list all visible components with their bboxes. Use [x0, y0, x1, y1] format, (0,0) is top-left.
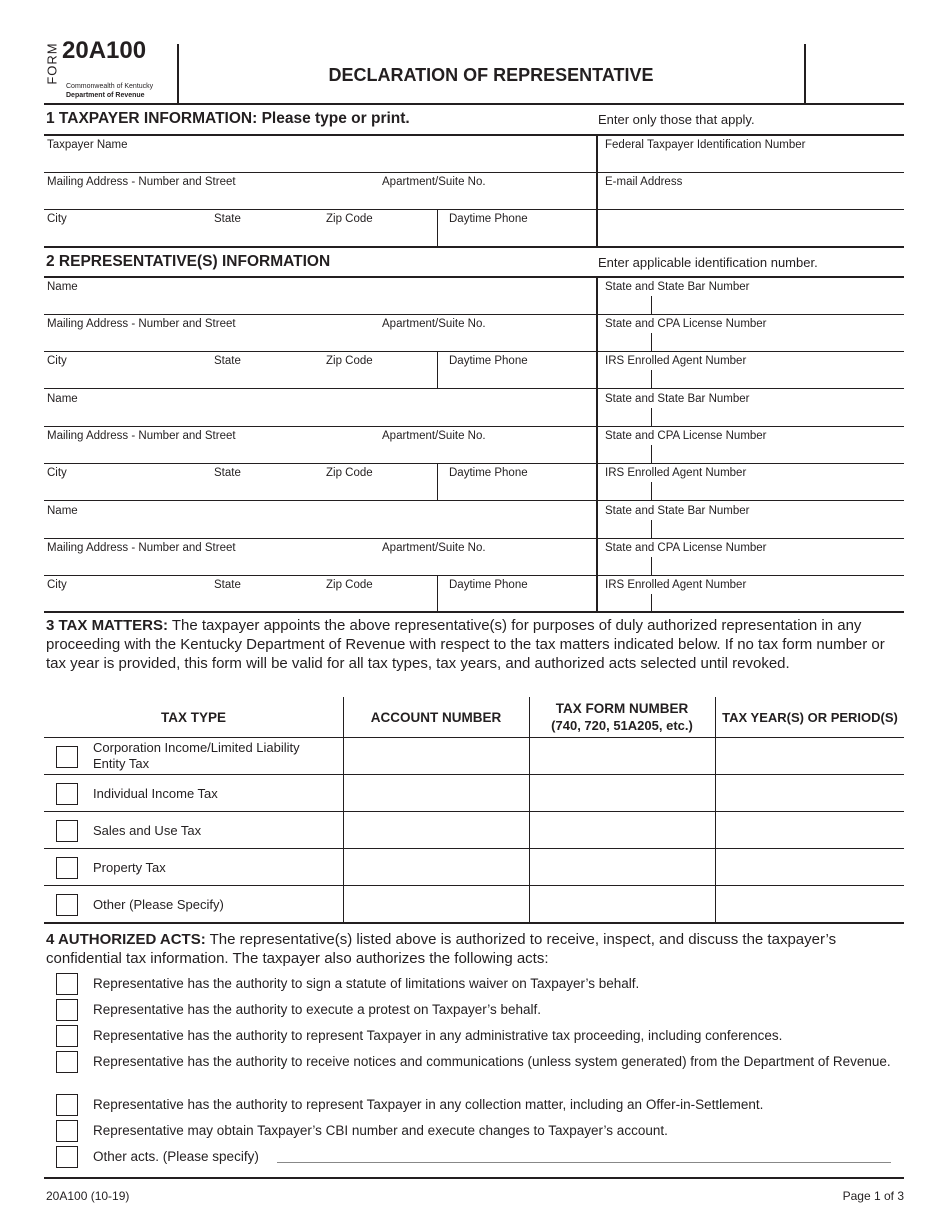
id-tick: [651, 296, 652, 314]
row-rule: [44, 209, 904, 210]
act-label: Representative has the authority to execute a protest on Taxpayer’s behalf.: [93, 1002, 542, 1017]
rep-apt-label: Apartment/Suite No.: [382, 542, 486, 554]
act-checkbox[interactable]: [56, 1120, 78, 1142]
rep-mailing-label: Mailing Address - Number and Street: [47, 318, 236, 330]
row-rule: [44, 351, 904, 352]
fein-label: Federal Taxpayer Identification Number: [605, 139, 806, 151]
act-checkbox[interactable]: [56, 1025, 78, 1047]
id-tick: [651, 482, 652, 500]
state-label: State: [214, 213, 241, 225]
phone-divider: [437, 209, 438, 246]
id-tick: [651, 370, 652, 388]
row-rule: [44, 314, 904, 315]
act-checkbox[interactable]: [56, 1094, 78, 1116]
table-row-rule: [44, 811, 904, 812]
mailing-label: Mailing Address - Number and Street: [47, 176, 236, 188]
col-account-number: ACCOUNT NUMBER: [370, 710, 502, 725]
rep-name-label: Name: [47, 393, 78, 405]
tax-type-checkbox[interactable]: [56, 820, 78, 842]
rep-zip-label: Zip Code: [326, 355, 373, 367]
cpa-number-label: State and CPA License Number: [605, 542, 767, 554]
col-tax-type: TAX TYPE: [160, 710, 226, 725]
bar-number-label: State and State Bar Number: [605, 393, 750, 405]
act-label: Representative has the authority to sign a statute of limitations waiver on Taxpayer’s behalf.: [93, 976, 640, 991]
act-label: Other acts. (Please specify): [93, 1149, 259, 1164]
id-tick: [651, 408, 652, 426]
footer-rule: [44, 1177, 904, 1179]
rep-phone-label: Daytime Phone: [449, 355, 528, 367]
bar-number-label: State and State Bar Number: [605, 281, 750, 293]
section2-title: 2 REPRESENTATIVE(S) INFORMATION: [46, 253, 331, 270]
other-acts-input-line[interactable]: [277, 1162, 891, 1163]
id-tick: [651, 520, 652, 538]
tax-type-checkbox[interactable]: [56, 894, 78, 916]
table-row-rule: [44, 774, 904, 775]
irs-number-label: IRS Enrolled Agent Number: [605, 467, 747, 479]
table-header-rule: [44, 737, 904, 738]
act-label: Representative has the authority to receive notices and communications (unless system generated) from the Department of Revenue.: [93, 1054, 891, 1069]
rep-phone-label: Daytime Phone: [449, 579, 528, 591]
section1-note: Enter only those that apply.: [598, 112, 755, 127]
col-tax-year: TAX YEAR(S) OR PERIOD(S): [722, 710, 898, 725]
table-bottom-rule: [44, 922, 904, 924]
tax-type-label: Individual Income Tax: [93, 786, 218, 801]
row-rule: [44, 463, 904, 464]
row-rule: [44, 575, 904, 576]
rep-city-label: City: [47, 467, 67, 479]
cpa-number-label: State and CPA License Number: [605, 318, 767, 330]
table-col-divider: [343, 697, 344, 923]
act-checkbox[interactable]: [56, 973, 78, 995]
row-rule: [44, 500, 904, 501]
cpa-number-label: State and CPA License Number: [605, 430, 767, 442]
section1-bottom-rule: [44, 246, 904, 248]
apt-label: Apartment/Suite No.: [382, 176, 486, 188]
rep-phone-label: Daytime Phone: [449, 467, 528, 479]
form-word: FORM: [44, 42, 60, 85]
rep-name-label: Name: [47, 505, 78, 517]
rep-mailing-label: Mailing Address - Number and Street: [47, 542, 236, 554]
phone-label: Daytime Phone: [449, 213, 528, 225]
act-checkbox[interactable]: [56, 1146, 78, 1168]
row-rule: [44, 388, 904, 389]
section4-text: The representative(s) listed above is authorized to receive, inspect, and discuss the taxpayer’s confidential tax information. The taxpayer also authorizes the following acts:: [46, 931, 837, 967]
bar-number-label: State and State Bar Number: [605, 505, 750, 517]
agency-line1: Commonwealth of Kentucky: [66, 83, 154, 90]
table-col-divider: [715, 697, 716, 923]
row-rule: [44, 538, 904, 539]
id-tick: [651, 557, 652, 575]
row-rule: [44, 172, 904, 173]
section3-paragraph: [46, 616, 906, 673]
tax-type-label: Corporation Income/Limited Liability Entity Tax: [93, 740, 300, 771]
irs-number-label: IRS Enrolled Agent Number: [605, 579, 747, 591]
section4-heading: 4 AUTHORIZED ACTS:: [46, 931, 206, 948]
footer-page-number: Page 1 of 3: [842, 1189, 904, 1203]
tax-type-checkbox[interactable]: [56, 783, 78, 805]
email-label: E-mail Address: [605, 176, 683, 188]
rep-city-label: City: [47, 355, 67, 367]
table-row-rule: [44, 848, 904, 849]
phone-divider: [437, 575, 438, 612]
form-number: 20A100: [62, 37, 147, 64]
header-bottom-rule: [44, 103, 904, 105]
tax-type-checkbox[interactable]: [56, 857, 78, 879]
rep-mailing-label: Mailing Address - Number and Street: [47, 430, 236, 442]
section1-title-rule: [44, 134, 904, 136]
rep-state-label: State: [214, 355, 241, 367]
tax-type-checkbox[interactable]: [56, 746, 78, 768]
section3-heading: 3 TAX MATTERS:: [46, 617, 168, 634]
rep-apt-label: Apartment/Suite No.: [382, 430, 486, 442]
rep-name-label: Name: [47, 281, 78, 293]
rep-city-label: City: [47, 579, 67, 591]
id-tick: [651, 333, 652, 351]
col-form-line1: TAX FORM NUMBER: [555, 701, 689, 716]
agency-line2: Department of Revenue: [66, 92, 145, 99]
table-row-rule: [44, 885, 904, 886]
tax-type-label: Property Tax: [93, 860, 166, 875]
header-divider-right: [804, 44, 806, 104]
section2-column-divider: [596, 276, 598, 612]
tax-type-label: Other (Please Specify): [93, 897, 224, 912]
tax-type-label: Sales and Use Tax: [93, 823, 202, 838]
section4-paragraph: [46, 930, 906, 968]
act-label: Representative has the authority to represent Taxpayer in any collection matter, including an Offer-in-Settlement.: [93, 1097, 764, 1112]
row-rule: [44, 426, 904, 427]
id-tick: [651, 445, 652, 463]
irs-number-label: IRS Enrolled Agent Number: [605, 355, 747, 367]
rep-apt-label: Apartment/Suite No.: [382, 318, 486, 330]
city-label: City: [47, 213, 67, 225]
rep-zip-label: Zip Code: [326, 467, 373, 479]
section1-column-divider: [596, 134, 598, 246]
footer-form-id: 20A100 (10-19): [46, 1189, 130, 1203]
act-checkbox[interactable]: [56, 999, 78, 1021]
act-label: Representative has the authority to represent Taxpayer in any administrative tax proceeding, including conferences.: [93, 1028, 783, 1043]
section2-title-rule: [44, 276, 904, 278]
section3-text: The taxpayer appoints the above representative(s) for purposes of duly authorized representation in any proceeding with the Kentucky Department of Revenue with respect to the tax matters indicated below. If no tax form number or tax year is provided, this form will be valid for all tax types, tax years, and authorized acts selected until revoked.: [46, 617, 885, 672]
section2-bottom-rule: [44, 611, 904, 613]
section2-note: Enter applicable identification number.: [598, 255, 818, 270]
page-title: DECLARATION OF REPRESENTATIVE: [328, 65, 654, 85]
zip-label: Zip Code: [326, 213, 373, 225]
act-checkbox[interactable]: [56, 1051, 78, 1073]
rep-state-label: State: [214, 467, 241, 479]
rep-zip-label: Zip Code: [326, 579, 373, 591]
act-label: Representative may obtain Taxpayer’s CBI number and execute changes to Taxpayer’s account.: [93, 1123, 668, 1138]
phone-divider: [437, 463, 438, 500]
phone-divider: [437, 351, 438, 388]
rep-state-label: State: [214, 579, 241, 591]
section1-title: 1 TAXPAYER INFORMATION: Please type or print.: [46, 110, 410, 127]
taxpayer-name-label: Taxpayer Name: [47, 139, 128, 151]
col-form-number: [529, 700, 715, 734]
id-tick: [651, 594, 652, 612]
col-form-line2: (740, 720, 51A205, etc.): [551, 718, 693, 733]
